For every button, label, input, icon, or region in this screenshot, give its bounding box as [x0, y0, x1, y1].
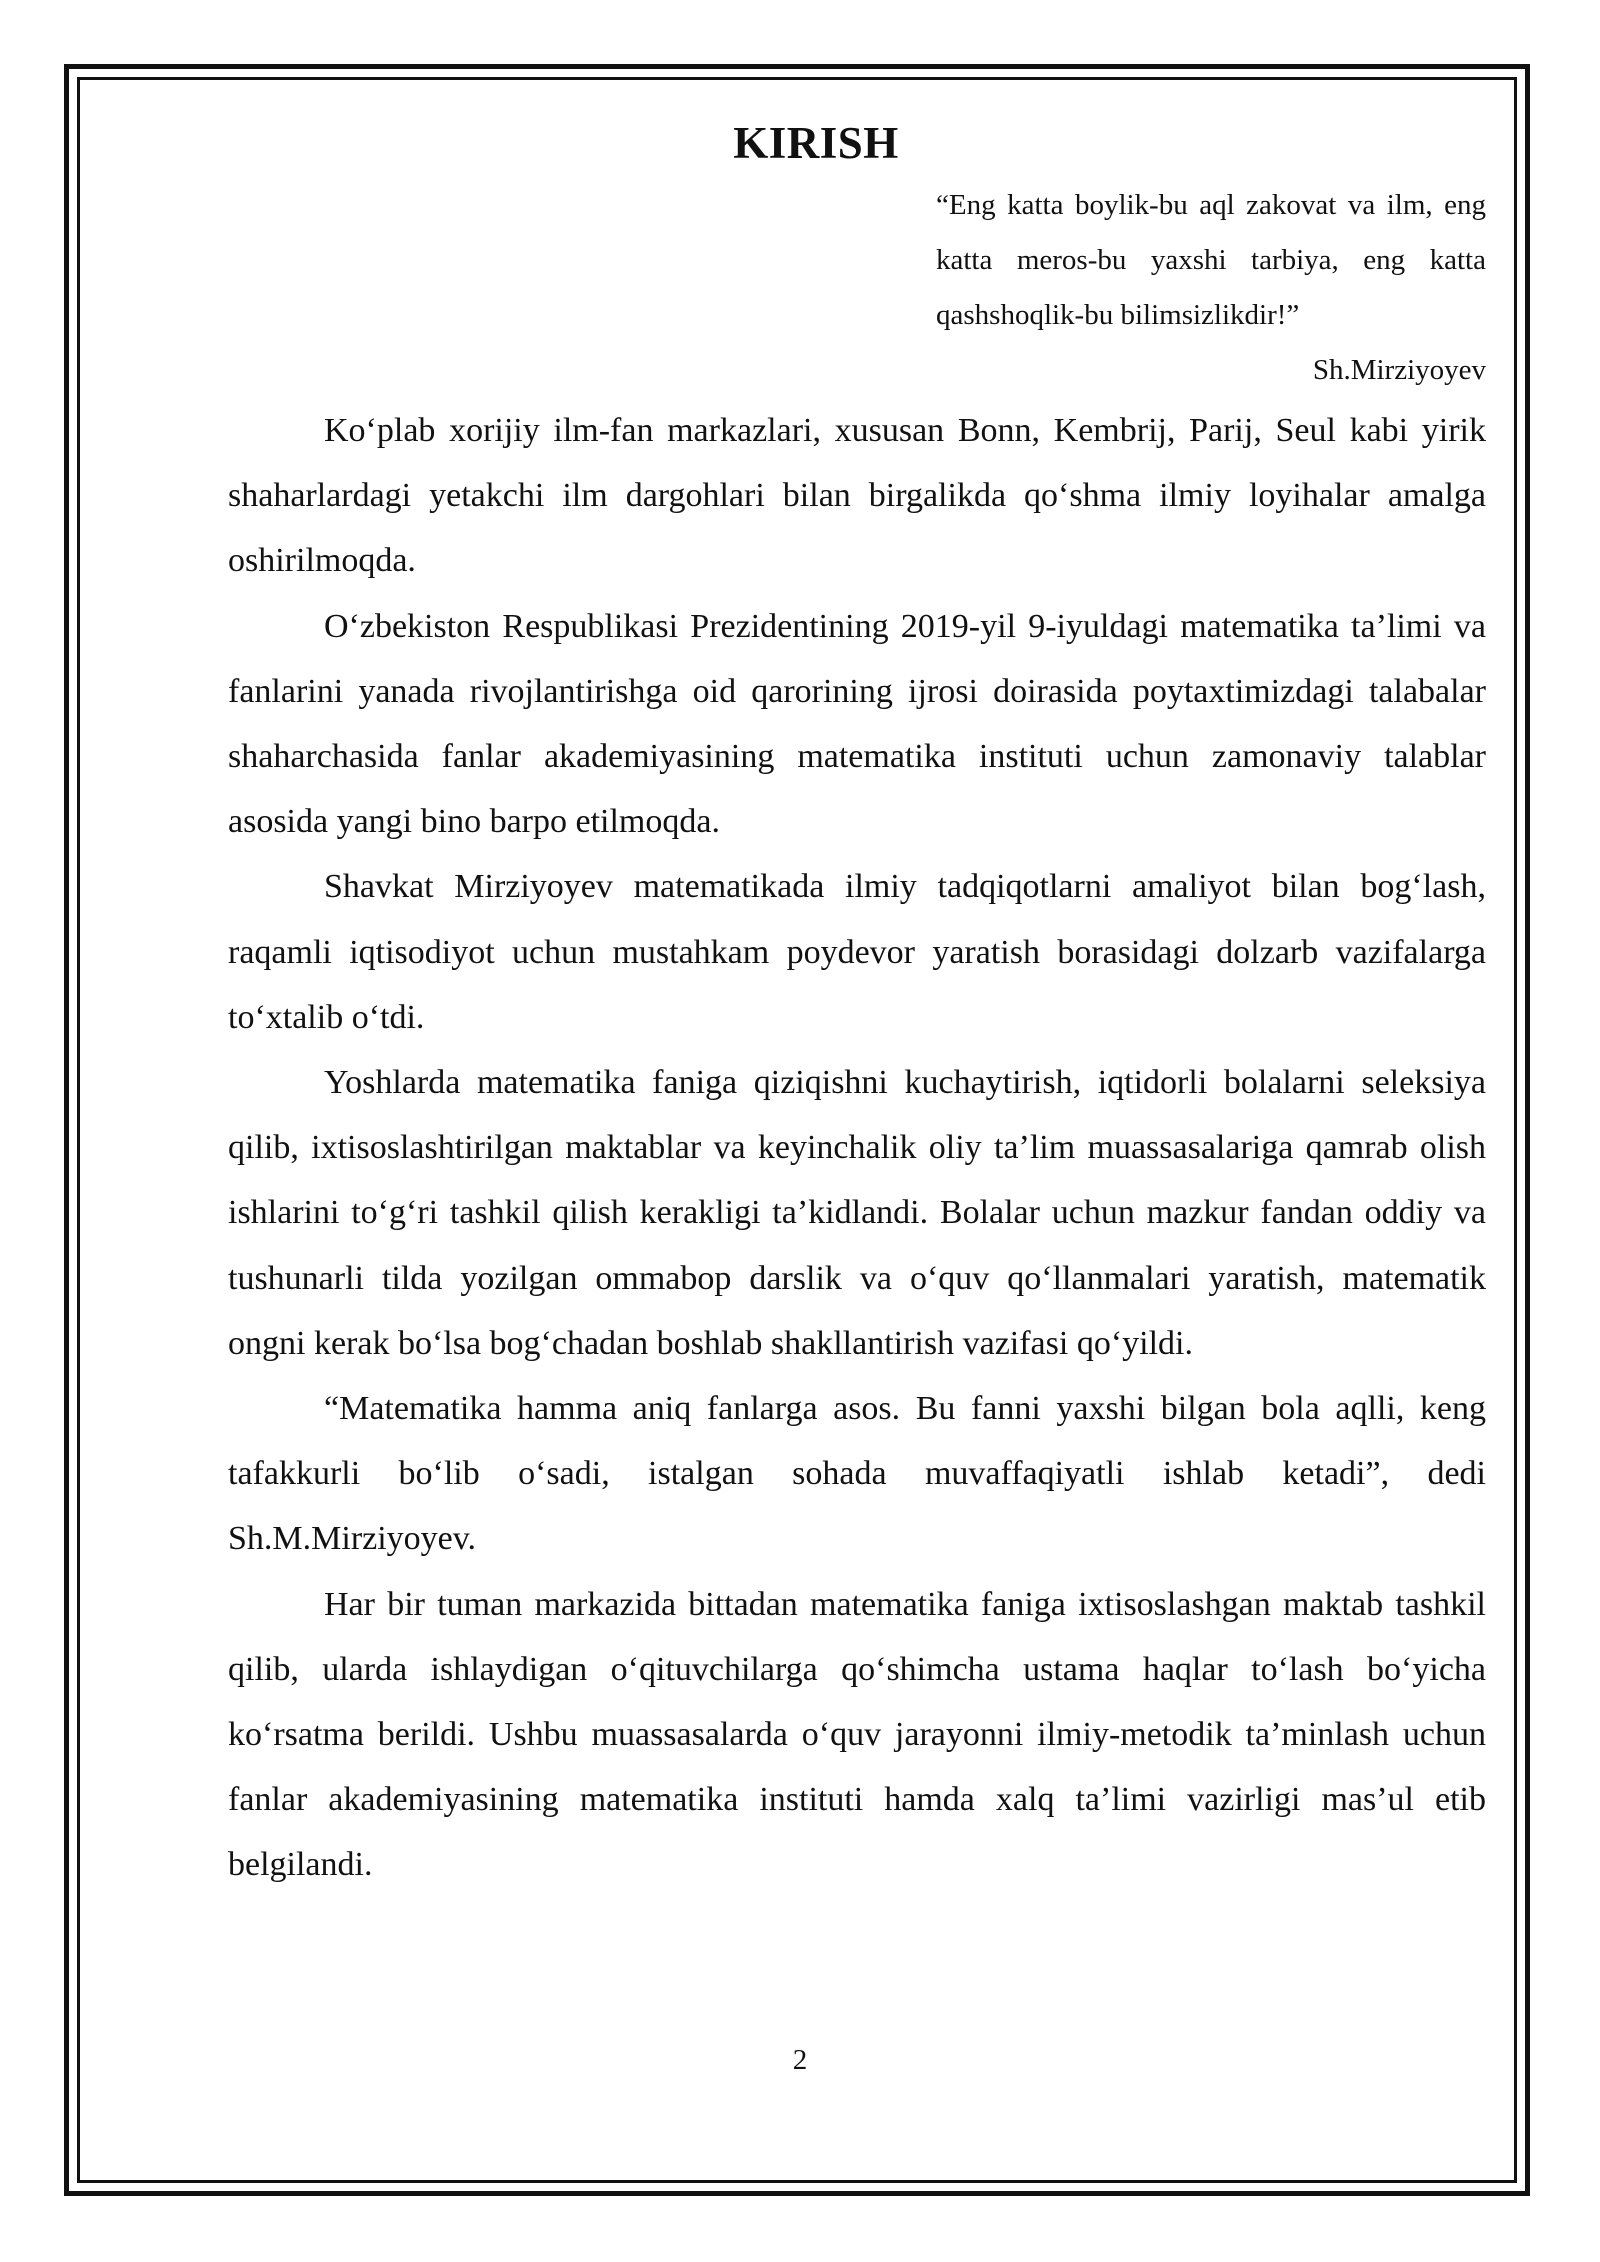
paragraph-4: Yoshlarda matematika faniga qiziqishni kuchaytirish, iqtidorli bolalarni seleksiya qilib, ixtisoslashtirilgan maktablar va keyinchalik oliy ta’lim muassasalariga qamrab olish ishlarini to‘g‘ri tashkil qilish kerakligi ta’kidlandi. Bolalar uchun mazkur fandan oddiy va tushunarli tilda yozilgan ommabop darslik va o‘quv qo‘llanmalari yaratish, matematik ongni kerak bo‘lsa bog‘chadan boshlab shakllantirish vazifasi qo‘yildi. [228, 1064, 1486, 1362]
epigraph-quote: “Eng katta boylik-bu aql zakovat va ilm, eng katta meros-bu yaxshi tarbiya, eng katta qashshoqlik-bu bilimsizlikdir!” [936, 189, 1486, 331]
page-title: KIRISH [733, 118, 899, 168]
page-number: 2 [792, 2044, 808, 2076]
epigraph-author: Sh.Mirziyoyev [1312, 354, 1486, 386]
paragraph-1: Ko‘plab xorijiy ilm-fan markazlari, xususan Bonn, Kembrij, Parij, Seul kabi yirik shaharlardagi yetakchi ilm dargohlari bilan birgalikda qo‘shma ilmiy loyihalar amalga oshirilmoqda. [228, 412, 1486, 580]
paragraph-3: Shavkat Mirziyoyev matematikada ilmiy tadqiqotlarni amaliyot bilan bog‘lash, raqamli iqtisodiyot uchun mustahkam poydevor yaratish borasidagi dolzarb vazifalarga to‘xtalib o‘tdi. [228, 868, 1486, 1036]
page-content [228, 110, 1486, 1898]
paragraph-6: Har bir tuman markazida bittadan matematika faniga ixtisoslashgan maktab tashkil qilib, ularda ishlaydigan o‘qituvchilarga qo‘shimcha ustama haqlar to‘lash bo‘yicha ko‘rsatma berildi. Ushbu muassasalarda o‘quv jarayonni ilmiy-metodik ta’minlash uchun fanlar akademiyasining matematika instituti hamda xalq ta’limi vazirligi mas’ul etib belgilandi. [228, 1585, 1486, 1884]
paragraph-5: “Matematika hamma aniq fanlarga asos. Bu fanni yaxshi bilgan bola aqlli, keng tafakkurli bo‘lib o‘sadi, istalgan sohada muvaffaqiyatli ishlab ketadi”, dedi Sh.M.Mirziyoyev. [228, 1390, 1486, 1558]
paragraph-2: O‘zbekiston Respublikasi Prezidentining 2019-yil 9-iyuldagi matematika ta’limi va fanlarini yanada rivojlantirishga oid qarorining ijrosi doirasida poytaxtimizdagi talabalar shaharchasida fanlar akademiyasining matematika instituti uchun zamonaviy talablar asosida yangi bino barpo etilmoqda. [228, 607, 1486, 841]
